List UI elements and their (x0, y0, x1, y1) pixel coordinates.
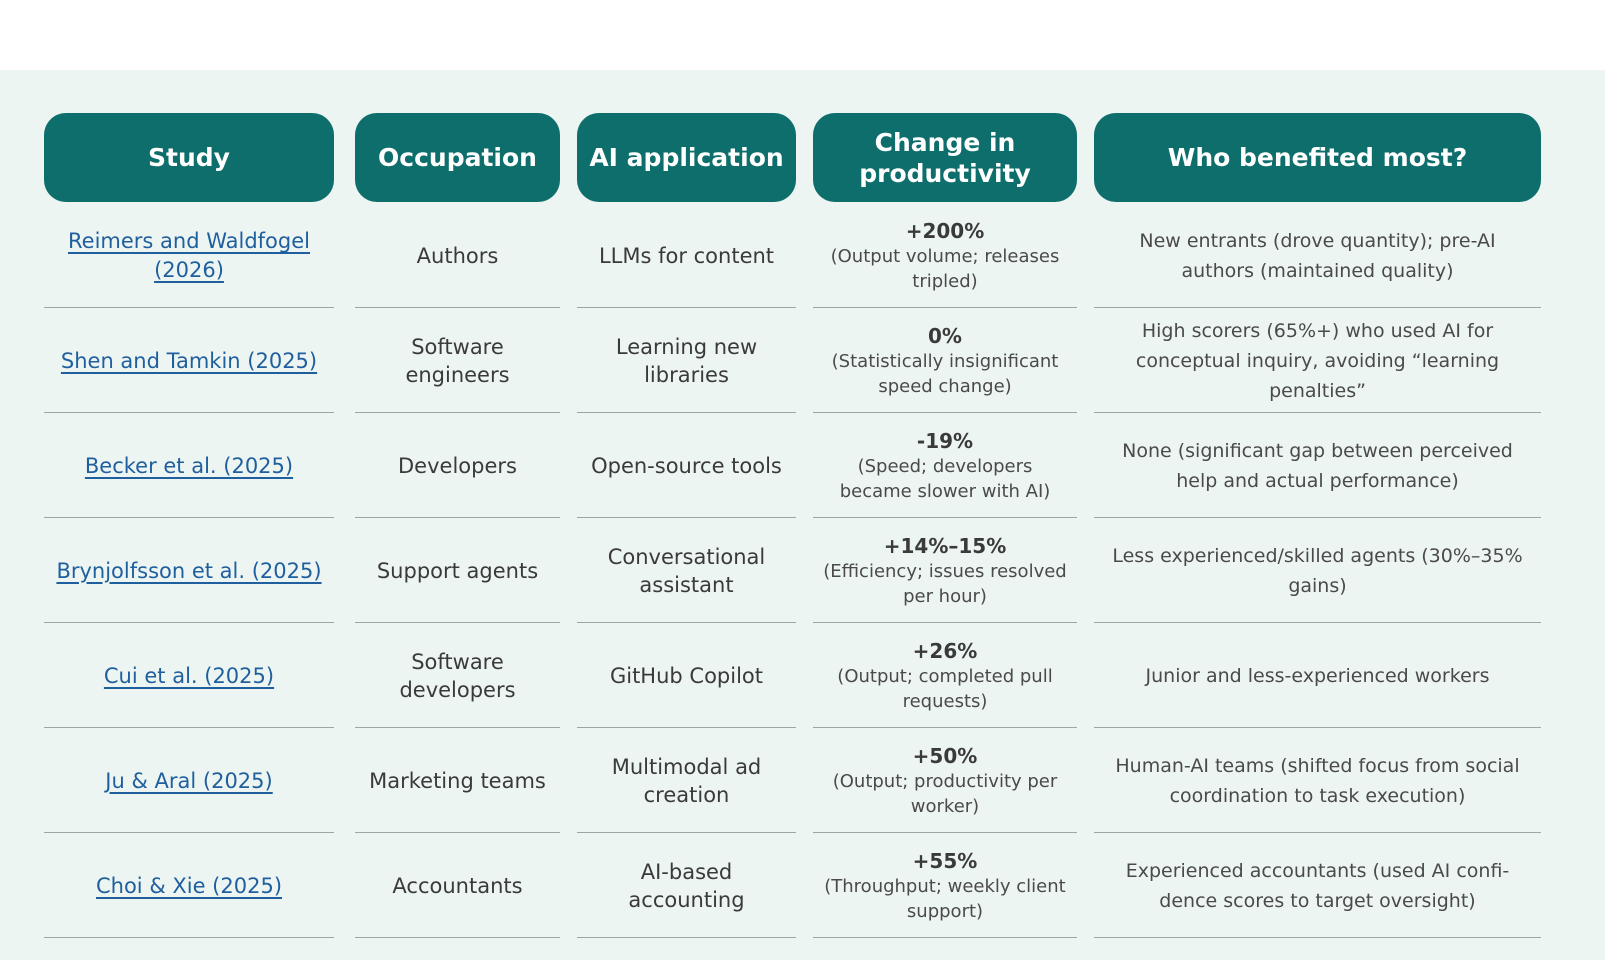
row-divider (44, 307, 334, 308)
row-divider (1094, 517, 1541, 518)
header-label: Study (148, 143, 230, 172)
application-text: Multimodal ad creation (611, 755, 762, 807)
productivity-change-value: 0% (928, 323, 962, 348)
ai-application-cell (577, 624, 796, 728)
row-divider (1094, 307, 1541, 308)
row-divider (355, 727, 560, 728)
beneficiaries-cell (1094, 729, 1541, 833)
beneficiaries-text: High scorers (65%+) who used AI for conceptual inquiry, avoiding “learning penalties” (1135, 320, 1500, 402)
study-cell (44, 624, 334, 728)
study-cell (44, 519, 334, 623)
header-label: Change in productivity (859, 127, 1031, 188)
beneficiaries-cell (1094, 624, 1541, 728)
occupation-text: Marketing teams (369, 769, 546, 793)
row-divider (813, 832, 1077, 833)
change-cell (813, 204, 1077, 308)
occupation-text: Software engineers (405, 335, 510, 387)
row-divider (355, 412, 560, 413)
occupation-text: Software developers (399, 650, 516, 702)
beneficiaries-text: Experienced accountants (used AI confi-dence scores to target oversight) (1125, 860, 1510, 912)
row-divider (44, 517, 334, 518)
beneficiaries-text: Less experienced/skilled agents (30%–35% gains) (1112, 545, 1523, 597)
productivity-change-value: -19% (916, 428, 974, 453)
row-divider (813, 622, 1077, 623)
productivity-change-note: (Output volume; releases tripled) (830, 245, 1060, 292)
row-divider (577, 622, 796, 623)
application-text: LLMs for content (598, 244, 775, 268)
row-divider (1094, 937, 1541, 938)
header-label: Occupation (378, 143, 537, 172)
productivity-change-note: (Output; completed pull requests) (837, 665, 1053, 712)
occupation-cell (355, 624, 560, 728)
row-divider (44, 832, 334, 833)
change-cell (813, 414, 1077, 518)
beneficiaries-cell (1094, 834, 1541, 938)
row-divider (355, 622, 560, 623)
study-link[interactable]: Choi & Xie (2025) (95, 873, 283, 898)
row-divider (577, 517, 796, 518)
productivity-change-value: +50% (912, 743, 978, 768)
productivity-change-value: +14%–15% (883, 533, 1007, 558)
beneficiaries-text: Junior and less-experienced workers (1145, 665, 1490, 687)
row-divider (813, 937, 1077, 938)
header-change-in-productivity (813, 113, 1077, 202)
row-divider (577, 412, 796, 413)
study-link[interactable]: Becker et al. (2025) (84, 453, 294, 478)
occupation-cell (355, 834, 560, 938)
productivity-change-value: +55% (912, 848, 978, 873)
row-divider (355, 832, 560, 833)
header-occupation (355, 113, 560, 202)
row-divider (1094, 622, 1541, 623)
row-divider (44, 727, 334, 728)
row-divider (355, 937, 560, 938)
row-divider (355, 517, 560, 518)
header-label: Who benefited most? (1167, 143, 1468, 172)
application-text: AI-based accounting (628, 860, 745, 912)
ai-application-cell (577, 834, 796, 938)
productivity-change-note: (Efficiency; issues resolved per hour) (823, 560, 1067, 607)
application-text: GitHub Copilot (609, 664, 764, 688)
ai-application-cell (577, 309, 796, 413)
occupation-text: Authors (416, 244, 499, 268)
occupation-text: Support agents (376, 559, 539, 583)
productivity-change-note: (Output; productivity per worker) (832, 770, 1058, 817)
productivity-change-note: (Speed; developers became slower with AI) (839, 455, 1051, 502)
occupation-cell (355, 414, 560, 518)
row-divider (577, 727, 796, 728)
beneficiaries-text: Human-AI teams (shifted focus from social coordination to task execution) (1115, 755, 1520, 807)
row-divider (813, 727, 1077, 728)
row-divider (813, 517, 1077, 518)
beneficiaries-cell (1094, 414, 1541, 518)
change-cell (813, 309, 1077, 413)
header-label: AI application (589, 143, 784, 172)
row-divider (1094, 832, 1541, 833)
occupation-cell (355, 309, 560, 413)
application-text: Open-source tools (591, 454, 782, 478)
change-cell (813, 519, 1077, 623)
beneficiaries-cell (1094, 309, 1541, 413)
study-cell (44, 309, 334, 413)
row-divider (1094, 412, 1541, 413)
row-divider (577, 832, 796, 833)
occupation-text: Developers (398, 454, 517, 478)
row-divider (44, 622, 334, 623)
ai-application-cell (577, 519, 796, 623)
header-study (44, 113, 334, 202)
change-cell (813, 834, 1077, 938)
row-divider (44, 937, 334, 938)
beneficiaries-text: New entrants (drove quantity); pre-AI authors (maintained quality) (1139, 230, 1496, 282)
change-cell (813, 729, 1077, 833)
study-cell (44, 414, 334, 518)
row-divider (1094, 727, 1541, 728)
row-divider (813, 307, 1077, 308)
study-link[interactable]: Ju & Aral (2025) (105, 768, 273, 793)
ai-application-cell (577, 729, 796, 833)
change-cell (813, 624, 1077, 728)
header-ai-application (577, 113, 796, 202)
row-divider (577, 307, 796, 308)
study-link[interactable]: Cui et al. (2025) (103, 663, 275, 688)
beneficiaries-text: None (significant gap between perceived help and actual performance) (1122, 440, 1513, 492)
productivity-change-value: +26% (912, 638, 978, 663)
study-link[interactable]: Shen and Tamkin (2025) (60, 348, 318, 373)
study-cell (44, 834, 334, 938)
productivity-change-note: (Throughput; weekly client support) (824, 875, 1066, 922)
study-cell (44, 729, 334, 833)
header-who-benefited-most (1094, 113, 1541, 202)
occupation-text: Accountants (392, 874, 523, 898)
study-link[interactable]: Reimers and Waldfogel (2026) (68, 229, 310, 282)
study-link[interactable]: Brynjolfsson et al. (2025) (56, 558, 322, 583)
row-divider (813, 412, 1077, 413)
beneficiaries-cell (1094, 204, 1541, 308)
occupation-cell (355, 519, 560, 623)
application-text: Conversational assistant (607, 545, 766, 597)
productivity-change-note: (Statistically insignificant speed change) (831, 350, 1059, 397)
row-divider (44, 412, 334, 413)
application-text: Learning new libraries (615, 335, 758, 387)
study-cell (44, 204, 334, 308)
productivity-change-value: +200% (905, 218, 985, 243)
occupation-cell (355, 729, 560, 833)
row-divider (577, 937, 796, 938)
ai-application-cell (577, 414, 796, 518)
row-divider (355, 307, 560, 308)
beneficiaries-cell (1094, 519, 1541, 623)
occupation-cell (355, 204, 560, 308)
ai-application-cell (577, 204, 796, 308)
